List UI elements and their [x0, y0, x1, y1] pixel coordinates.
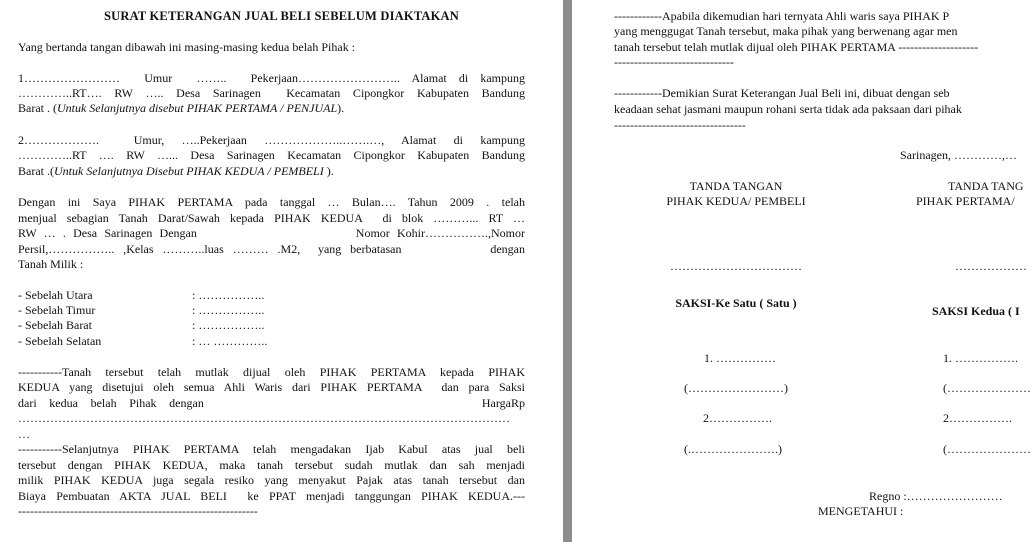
party1-role: Untuk Selanjutnya disebut PIHAK PERTAMA / PENJUAL [56, 101, 338, 115]
border-value: : …………….. [192, 288, 265, 302]
statement-line: RW … . Desa Sarinagen Dengan Nomor Kohir…………….,Nomor [18, 226, 525, 240]
border-label: - Sebelah Selatan [18, 334, 102, 348]
witness-right-entry: (………………… [943, 442, 1031, 456]
party2-line3 [18, 164, 334, 178]
statement-line: Persil,…………….. ,Kelas ………..luas ……… .M2, yang berbatasan dengan [18, 242, 525, 256]
sign-right-subtitle: PIHAK PERTAMA/ [916, 194, 1015, 208]
witness-right-title: SAKSI Kedua ( I [932, 304, 1020, 318]
party2-line3-start: Barat .( [18, 164, 54, 178]
statement-line: Tanah Milik : [18, 257, 84, 271]
ijab-paragraph-line: -----------Selanjutnya PIHAK PERTAMA telah mengadakan Ijab Kabul atas jual beli [18, 442, 525, 456]
declaration-paragraph-line: keadaan sehat jasmani maupun rohani serta tidak ada paksaan dari pihak [614, 102, 962, 116]
ijab-paragraph-line: ------------------------------------------------------------ [18, 504, 258, 518]
document-title: SURAT KETERANGAN JUAL BELI SEBELUM DIAKTAKAN [103, 9, 460, 23]
border-label: - Sebelah Utara [18, 288, 93, 302]
closing-paragraph-line: ------------Apabila dikemudian hari ternyata Ahli waris saya PIHAK P [614, 9, 950, 23]
witness-left-title: SAKSI-Ke Satu ( Satu ) [675, 296, 797, 310]
sold-paragraph-line: dari kedua belah Pihak dengan HargaRp [18, 396, 525, 410]
sold-paragraph-line: …………………………………………………………………………………………………………… [18, 411, 510, 425]
witness-left-entry: (……………………) [684, 381, 788, 395]
acknowledged-by: MENGETAHUI : [818, 504, 904, 518]
closing-paragraph-line: tanah tersebut telah mutlak dijual oleh PIHAK PERTAMA -------------------- [614, 40, 979, 54]
declaration-paragraph-line: --------------------------------- [614, 118, 746, 132]
registration-number: Regno :…………………… [869, 489, 1003, 503]
declaration-paragraph-line: ------------Demikian Surat Keterangan Jual Beli ini, dibuat dengan seb [614, 86, 950, 100]
ijab-paragraph-line: Biaya Pembuatan AKTA JUAL BELI ke PPAT menjadi tanggungan PIHAK KEDUA.--- [18, 489, 525, 503]
witness-left-entry: 2……………. [703, 411, 772, 425]
sign-left-title: TANDA TANGAN [689, 179, 783, 193]
party2-line2: …………..RT …. RW …... Desa Sarinagen Kecamatan Cipongkor Kabupaten Bandung [18, 148, 525, 162]
sign-left-subtitle: PIHAK KEDUA/ PEMBELI [666, 194, 806, 208]
witness-left-entry: 1. …………… [704, 351, 776, 365]
party2-line3-end: ). [323, 164, 334, 178]
witness-right-entry: 2……………. [943, 411, 1012, 425]
party1-line3 [18, 101, 344, 115]
sign-right-title: TANDA TANG [948, 179, 1024, 193]
signature-line-left: …………………………… [670, 259, 802, 273]
sold-paragraph-line: -----------Tanah tersebut telah mutlak dijual oleh PIHAK PERTAMA kepada PIHAK [18, 365, 525, 379]
party1-line3-end: ). [337, 101, 345, 115]
witness-left-entry: (.………………….) [684, 442, 782, 456]
ijab-paragraph-line: tersebut dengan PIHAK KEDUA, maka tanah tersebut sudah mutlak dan sah menjadi [18, 458, 525, 472]
closing-paragraph-line: yang menggugat Tanah tersebut, maka pihak yang berwenang agar men [614, 24, 958, 38]
border-label: - Sebelah Timur [18, 303, 96, 317]
signature-line-right: ……………… [955, 259, 1027, 273]
place-date: Sarinagen, …………,… [900, 148, 1017, 162]
ijab-paragraph-line: milik PIHAK KEDUA juga segala resiko yang menyakut Pajak atas tanah tersebut dan [18, 473, 525, 487]
sold-paragraph-line: … [18, 427, 30, 441]
party1-line2: …………..RT…. RW ….. Desa Sarinagen Kecamatan Cipongkor Kabupaten Bandung [18, 86, 525, 100]
party2-role: Untuk Selanjutnya Disebut PIHAK KEDUA / PEMBELI [53, 164, 324, 178]
document-page-right [572, 0, 1032, 542]
border-value: : … ………….. [192, 334, 268, 348]
party1-line1: 1…………………… Umur …….. Pekerjaan…………………….. Alamat di kampung [18, 71, 525, 85]
border-value: : …………….. [192, 318, 265, 332]
statement-line: menjual sebagian Tanah Darat/Sawah kepada PIHAK KEDUA di blok ………... RT … [18, 211, 525, 225]
party1-line3-start: Barat . ( [18, 101, 57, 115]
border-label: - Sebelah Barat [18, 318, 92, 332]
border-value: : …………….. [192, 303, 265, 317]
sold-paragraph-line: KEDUA yang disetujui oleh semua Ahli Waris dari PIHAK PERTAMA dan para Saksi [18, 380, 525, 394]
statement-line: Dengan ini Saya PIHAK PERTAMA pada tanggal … Bulan…. Tahun 2009 . telah [18, 195, 525, 209]
witness-right-entry: 1. ……………. [943, 351, 1018, 365]
witness-right-entry: (………………… [943, 381, 1031, 395]
party2-line1: 2………………. Umur, …..Pekerjaan ………………..…….…, Alamat di kampung [18, 133, 525, 147]
intro-text: Yang bertanda tangan dibawah ini masing-masing kedua belah Pihak : [18, 40, 356, 54]
closing-paragraph-line: ------------------------------ [614, 55, 734, 69]
